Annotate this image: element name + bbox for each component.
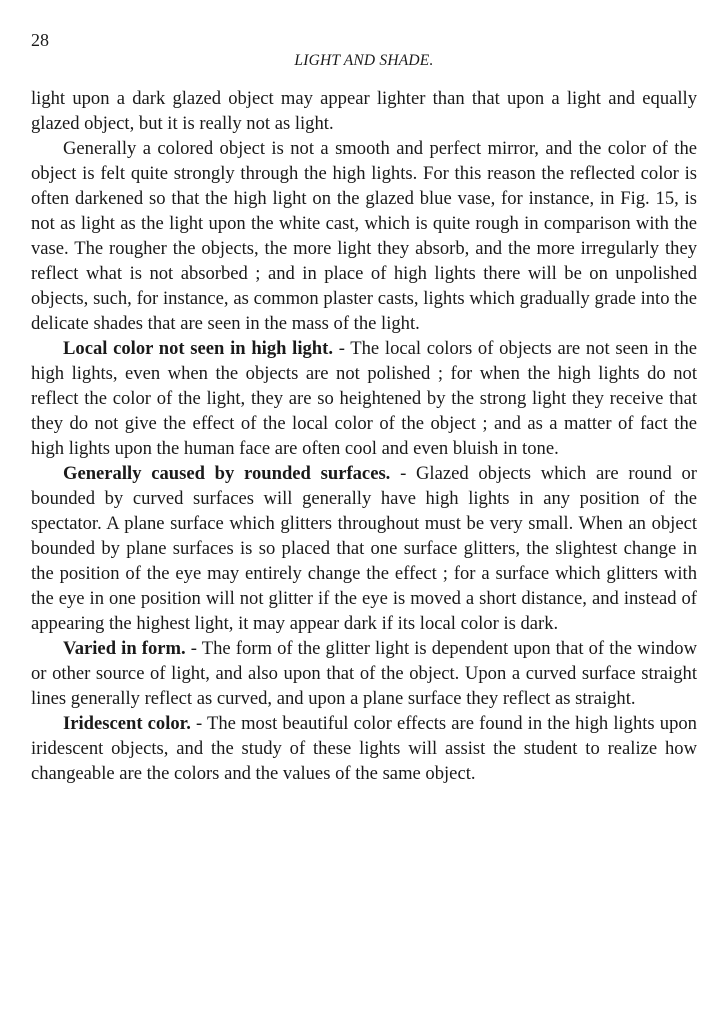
paragraph-local-color (31, 336, 697, 461)
paragraph-text: Generally a colored object is not a smooth and perfect mirror, and the color of the object is felt quite strongly through the high lights. For this reason the reflected color is often darkened so that the high light on the glazed blue vase, for instance, in Fig. 15, is not as light as the light upon the white cast, which is quite rough in comparison with the vase. The rougher the objects, the more light they absorb, and the more irregularly they reflect what is not absorbed ; and in place of high lights there will be on unpolished objects, such, for instance, as common plaster casts, lights which gradually grade into the delicate shades that are seen in the mass of the light. (31, 138, 697, 334)
body-text (31, 86, 697, 786)
paragraph-varied-form (31, 636, 697, 711)
paragraph-lead: Generally caused by rounded surfaces. (63, 463, 391, 484)
page-number: 28 (31, 30, 49, 50)
paragraph-rounded-surfaces (31, 461, 697, 636)
paragraph-text: - The local colors of objects are not seen in the high lights, even when the objects are not polished ; for when the high lights do not reflect the color of the light, they are so heightened by the strong light they receive that they do not give the effect of the local color of the object ; and as a matter of fact the high lights upon the human face are often cool and even bluish in tone. (31, 338, 697, 459)
paragraph-lead: Local color not seen in high light. (63, 338, 333, 359)
paragraph-lead: Iridescent color. (63, 713, 191, 734)
paragraph-text: - Glazed objects which are round or bounded by curved surfaces will generally have high lights in any position of the spectator. A plane surface which glitters throughout must be very small. When an object bounded by plane surfaces is so placed that one surface glitters, the slightest change in the position of the eye may entirely change the effect ; for a surface which glitters with the eye in one position will not glitter if the eye is moved a short distance, and instead of appearing the highest light, it may appear dark if its local color is dark. (31, 463, 697, 634)
paragraph-iridescent (31, 711, 697, 786)
paragraph-text: - The most beautiful color effects are found in the high lights upon iridescent objects, and the study of these lights will assist the student to realize how changeable are the colors and the values of the same object. (31, 713, 697, 784)
paragraph-text: - The form of the glitter light is dependent upon that of the window or other source of light, and also upon that of the object. Upon a curved surface straight lines generally reflect as curved, and upon a plane surface they reflect as straight. (31, 638, 697, 709)
running-head-text: LIGHT AND SHADE. (294, 52, 434, 69)
paragraph-lead: Varied in form. (63, 638, 186, 659)
paragraph-text: light upon a dark glazed object may appear lighter than that upon a light and equally glazed object, but it is really not as light. (31, 88, 697, 134)
paragraph-mirror (31, 136, 697, 336)
running-head (0, 51, 728, 71)
paragraph-continuation (31, 86, 697, 136)
